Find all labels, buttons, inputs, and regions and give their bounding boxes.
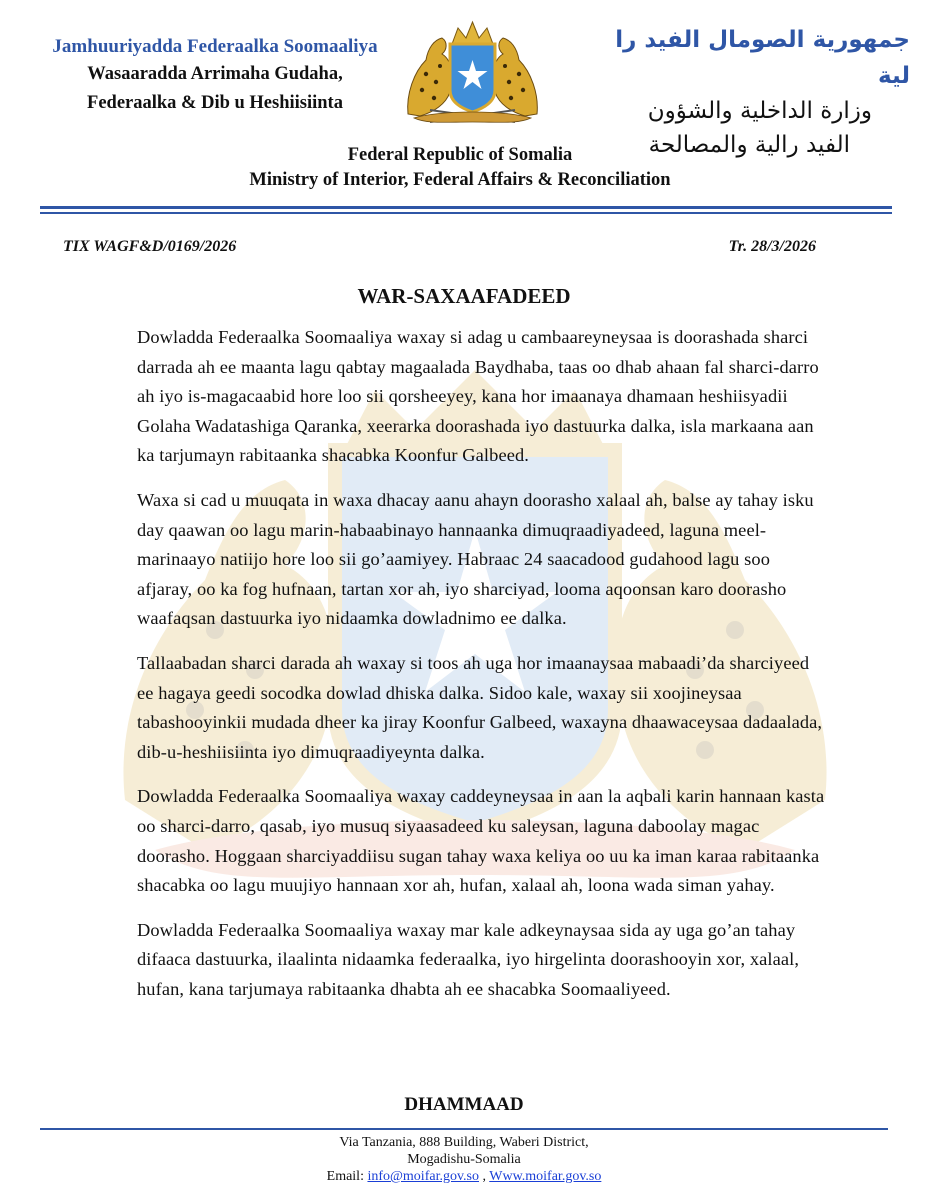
body-paragraph-5: Dowladda Federaalka Soomaaliya waxay mar kale adkeynaysaa sida ay uga go’an tahay difaaca dastuurka, ilaalinta nidaamka federaalka, iyo hirgelinta doorashooyin xor, xalaal, hufan, kana tarjumaya rabitaanka dhabta ah ee shacabka Soomaaliyeed. xyxy=(137,919,800,999)
reference-number: TIX WAGF&D/0169/2026 xyxy=(63,238,237,255)
closing-mark: DHAMMAAD xyxy=(404,1094,524,1115)
header-ministry-arabic-2: الفيد رالية والمصالحة xyxy=(648,132,850,158)
footer-address-line-1: Via Tanzania, 888 Building, Waberi District, xyxy=(339,1135,589,1150)
header-republic-english: Federal Republic of Somalia xyxy=(347,145,573,165)
footer-email-label: Email: xyxy=(326,1169,368,1184)
header-ministry-english: Ministry of Interior, Federal Affairs & Reconciliation xyxy=(249,170,671,190)
footer-address-line-2: Mogadishu-Somalia xyxy=(407,1152,521,1167)
body-paragraph-1: Dowladda Federaalka Soomaaliya waxay si adag u cambaareyneysaa is doorashada sharci darrada ah ee maanta lagu qabtay magaalada Baydhaba, taas oo dhab ahaan fal sharci-darro ah iyo is-magacaabid hore loo sii qorsheeyey, kana hor imaanaya dhamaan heshiisyadii Golaha Wadatashiga Qaranka, xeerarka doorashada iyo dastuurka dalka, isla markaana aan ka tarjumayn rabitaanka shacabka Koonfur Galbeed. xyxy=(137,327,819,466)
header-republic-somali: Jamhuuriyadda Federaalka Soomaaliya xyxy=(52,36,378,57)
header-republic-arabic: جمهورية الصومال الفيد را لية xyxy=(615,27,910,89)
document-body xyxy=(137,323,825,1019)
footer-email-link[interactable]: info@moifar.gov.so xyxy=(367,1169,479,1184)
body-paragraph-3: Tallaabadan sharci darada ah waxay si toos ah uga hor imaanaysaa mabaadi’da sharciyeed ee hagaya geedi socodka dowlad dhiska dalka. Sidoo kale, waxay sii xoojineysaa tabashooyinkii mudada dheer ka jiray Koonfur Galbeed, waxayna dhaawaceysaa dadaalada, dib-u-heshiisiinta iyo dimuqraadiyeynta dalka. xyxy=(137,652,823,762)
header-ministry-somali-2: Federaalka & Dib u Heshiisiinta xyxy=(87,93,343,113)
footer-website-link[interactable]: Www.moifar.gov.so xyxy=(489,1169,602,1184)
somalia-coat-of-arms-icon xyxy=(400,14,545,126)
header-arabic-block xyxy=(585,22,910,162)
header-divider-thin xyxy=(40,212,892,214)
footer xyxy=(0,1134,928,1185)
body-paragraph-4: Dowladda Federaalka Soomaaliya waxay caddeyneysaa in aan la aqbali karin hannaan kasta oo sharci-darro, qasab, iyo musuq siyaasadeed ku saleysan, laguna daboolay magac doorasho. Hoggaan sharciyaddiisu sugan tahay waxa keliya oo uu ka iman karaa rabitaanka shacabka oo lagu muujiyo hannaan xor ah, hufan, xalaal ah, loona wada siman yahay. xyxy=(137,786,825,896)
footer-separator: , xyxy=(479,1169,490,1184)
footer-contact-line xyxy=(0,1168,928,1185)
document-date: Tr. 28/3/2026 xyxy=(728,238,816,255)
footer-divider xyxy=(40,1128,888,1130)
header-ministry-arabic-1: وزارة الداخلية والشؤون xyxy=(647,98,872,124)
header-english-block xyxy=(160,143,760,193)
document-title: WAR-SAXAAFADEED xyxy=(357,284,571,308)
header-ministry-somali-1: Wasaaradda Arrimaha Gudaha, xyxy=(87,64,343,84)
header-divider-thick xyxy=(40,206,892,209)
header-somali-block xyxy=(30,34,400,118)
body-paragraph-2: Waxa si cad u muuqata in waxa dhacay aanu ahayn doorasho xalaal ah, balse ay tahay isku day qaawan oo lagu marin-habaabinayo hannaanka dimuqraadiyadeed, laguna meel-marinaayo natiijo hore loo sii go’aamiyey. Habraac 24 saacadood gudahood lagu soo afjaray, oo ka fog hufnaan, tartan xor ah, iyo sharciyad, looma aqoonsan karo doorasho waafaqsan dastuurka iyo nidaamka dowladnimo ee dalka. xyxy=(137,489,814,629)
